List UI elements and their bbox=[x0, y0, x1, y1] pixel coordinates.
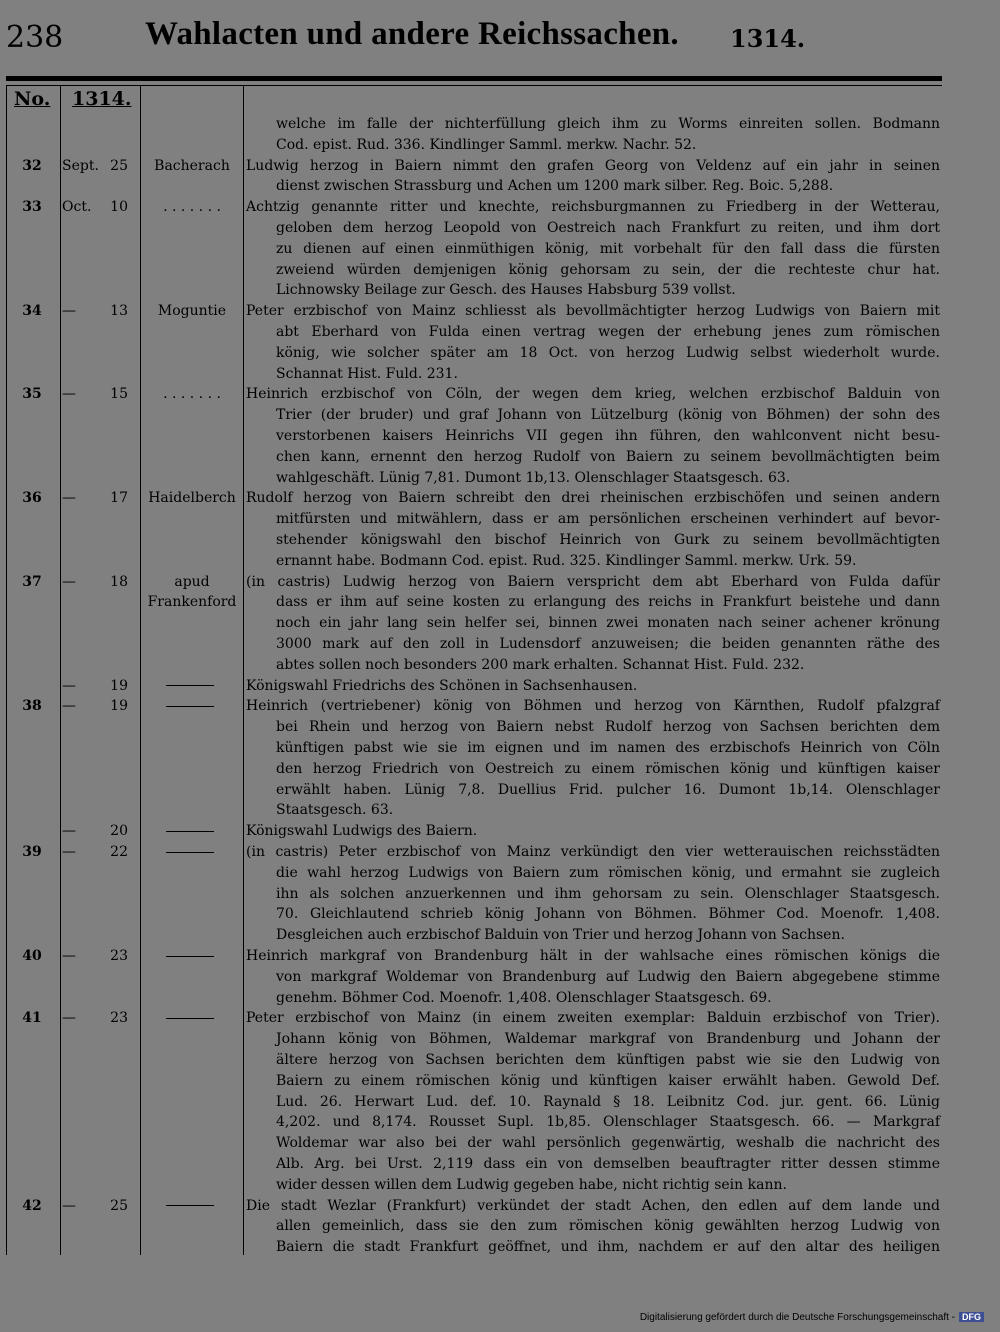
entry-text: Die stadt Wezlar (Frankfurt) verkündet der stadt Achen, den edlen auf dem lande und bbox=[246, 1197, 940, 1214]
entry-line bbox=[0, 988, 1000, 1009]
entry-number: 37 bbox=[22, 573, 42, 590]
entry-line bbox=[0, 135, 1000, 156]
entry-month: — bbox=[62, 1010, 76, 1027]
entry-line bbox=[0, 156, 1000, 177]
entry-month: — bbox=[62, 386, 76, 403]
entry-line bbox=[0, 842, 1000, 863]
entry-month: — bbox=[62, 698, 76, 715]
entry-text: den herzog Friedrich von Oestreich zu einem römischen könig und künftigen kaiser bbox=[276, 760, 940, 777]
entry-line bbox=[0, 884, 1000, 905]
entry-line bbox=[0, 405, 1000, 426]
entry-line bbox=[0, 364, 1000, 385]
entry-number: 35 bbox=[22, 386, 42, 403]
entry-line bbox=[0, 572, 1000, 593]
place-ditto-dash bbox=[144, 696, 240, 717]
entry-line bbox=[0, 946, 1000, 967]
entry-place: . . . . . . . bbox=[163, 199, 221, 216]
entry-day: 22 bbox=[110, 844, 128, 860]
entry-text: Staatsgesch. 63. bbox=[276, 802, 394, 819]
entry-line bbox=[0, 530, 1000, 551]
entry-number: 38 bbox=[22, 698, 42, 715]
entry-place: . . . . . . . bbox=[163, 386, 221, 403]
entry-number: 33 bbox=[22, 199, 42, 216]
entry-day: 19 bbox=[110, 677, 128, 694]
entry-line bbox=[0, 197, 1000, 218]
entry-day: 23 bbox=[110, 1010, 128, 1027]
entry-line bbox=[0, 696, 1000, 717]
entry-text: (in castris) Peter erzbischof von Mainz verkündigt den vier wetterauischen reichsstädten bbox=[246, 844, 940, 860]
entry-line bbox=[0, 218, 1000, 239]
entry-text: könig, wie solcher später am 18 Oct. von herzog Ludwig selbst wiederholt wurde. bbox=[276, 344, 940, 361]
entry-text: Schannat Hist. Fuld. 231. bbox=[276, 365, 458, 382]
entry-line bbox=[0, 800, 1000, 821]
entry-month: — bbox=[62, 844, 76, 860]
entry-line bbox=[0, 967, 1000, 988]
entry-line bbox=[0, 426, 1000, 447]
page-number: 238 bbox=[6, 20, 64, 55]
entry-line bbox=[0, 1029, 1000, 1050]
entry-text: dienst zwischen Strassburg und Achen um 1200 mark silber. Reg. Boic. 5,288. bbox=[276, 178, 834, 195]
entry-line bbox=[0, 904, 1000, 925]
entry-number: 32 bbox=[22, 157, 42, 174]
entry-text: genehm. Böhmer Cod. Moenofr. 1,408. Olenschlager Staatsgesch. 69. bbox=[276, 989, 772, 1006]
entry-text: verstorbenen kaisers Heinrichs VII gegen ihn führen, den wahlconvent nicht besu- bbox=[276, 428, 940, 444]
entry-text: allen gemeinlich, dass sie den zum römischen könig gewählten herzog Ludwig von bbox=[276, 1218, 940, 1235]
entry-text: Alb. Arg. bei Urst. 2,119 dass ein von demselben beauftragter ritter dessen stimme bbox=[276, 1156, 940, 1172]
entry-number: 41 bbox=[22, 1010, 42, 1027]
ditto-line bbox=[166, 706, 214, 707]
entry-text: zweiend würden demjenigen könig gehorsam zu sein, der die rechteste chur hat. bbox=[276, 261, 940, 278]
page-header bbox=[0, 0, 1000, 70]
dfg-logo: DFG bbox=[959, 1312, 984, 1322]
entry-line bbox=[0, 239, 1000, 260]
entry-line bbox=[0, 260, 1000, 281]
entry-line bbox=[0, 509, 1000, 530]
entry-day: 25 bbox=[110, 157, 128, 174]
entry-line bbox=[0, 1008, 1000, 1029]
entry-text: die wahl herzog Ludwigs von Baiern zum römischen könig, und ermahnt sie zugleich bbox=[276, 864, 940, 881]
entry-line bbox=[0, 613, 1000, 634]
entry-text: Heinrich (vertriebener) könig von Böhmen und herzog von Kärnthen, Rudolf pfalzgraf bbox=[246, 698, 940, 715]
ditto-line bbox=[166, 831, 214, 832]
entry-day: 17 bbox=[110, 490, 128, 507]
entry-text: Baiern zu einem römischen könig und künftigen kaiser erwählt haben. Gewold Def. bbox=[276, 1072, 940, 1089]
ditto-line bbox=[166, 685, 214, 686]
entry-line bbox=[0, 1237, 1000, 1258]
entry-day: 15 bbox=[110, 386, 128, 403]
column-header-no: No. bbox=[14, 88, 51, 110]
entry-month: — bbox=[62, 303, 76, 320]
ditto-line bbox=[166, 1205, 214, 1206]
entry-line bbox=[0, 1154, 1000, 1175]
entry-line bbox=[0, 280, 1000, 301]
entry-month: — bbox=[62, 573, 76, 590]
entry-text: wahlgeschäft. Lünig 7,81. Dumont 1b,13. Olenschlager Staatsgesch. 63. bbox=[276, 469, 791, 486]
entry-text: geloben dem herzog Leopold von Oestreich nach Frankfurt zu reiten, und ihm dort bbox=[276, 220, 940, 236]
entry-line bbox=[0, 634, 1000, 655]
entry-line bbox=[0, 1071, 1000, 1092]
footer bbox=[640, 1312, 984, 1323]
entry-place: Bacherach bbox=[154, 157, 230, 174]
entry-text: Peter erzbischof von Mainz schliesst als bevollmächtigter herzog Ludwigs von Baiern mit bbox=[246, 303, 940, 320]
entry-line bbox=[0, 863, 1000, 884]
entry-line bbox=[0, 1216, 1000, 1237]
entry-number: 39 bbox=[22, 844, 42, 860]
column-header-year: 1314. bbox=[72, 88, 132, 110]
entry-line bbox=[0, 1175, 1000, 1196]
entry-text: chen kann, ernennt den herzog Rudolf von Baiern zu seinem bevollmächtigten beim bbox=[276, 448, 940, 465]
entry-text: Lud. 26. Herwart Lud. def. 10. Raynald § 18. Leibnitz Cod. jur. gent. 66. Lünig bbox=[276, 1093, 940, 1110]
entry-text: Trier (der bruder) und graf Johann von Lützelburg (könig von Böhmen) der sohn des bbox=[276, 407, 940, 424]
entry-text: Königswahl Ludwigs des Baiern. bbox=[246, 823, 478, 840]
entry-month: — bbox=[62, 490, 76, 507]
entry-line bbox=[0, 676, 1000, 697]
entry-day: 13 bbox=[110, 303, 128, 320]
header-year: 1314. bbox=[730, 24, 806, 53]
entry-text: Baiern die stadt Frankfurt geöffnet, und ihm, nachdem er auf den altar des heiligen bbox=[276, 1239, 940, 1256]
entry-day: 20 bbox=[110, 823, 128, 840]
page-title: Wahlacten und andere Reichssachen. bbox=[145, 16, 679, 52]
entry-text: Rudolf herzog von Baiern schreibt den drei rheinischen erzbischöfen und seinen andern bbox=[246, 490, 940, 507]
entry-line bbox=[0, 384, 1000, 405]
entry-line bbox=[0, 717, 1000, 738]
entry-text: (in castris) Ludwig herzog von Baiern verspricht dem abt Eberhard von Fulda dafür bbox=[246, 573, 940, 590]
entry-line bbox=[0, 176, 1000, 197]
entry-line bbox=[0, 759, 1000, 780]
entry-text: ältere herzog von Sachsen berichten dem künftigen pabst wie sie den Ludwig von bbox=[276, 1052, 940, 1068]
entry-text: Johann könig von Böhmen, Waldemar markgraf von Brandenburg und Johann der bbox=[276, 1031, 940, 1048]
entry-day: 25 bbox=[110, 1197, 128, 1214]
ditto-line bbox=[166, 1018, 214, 1019]
entry-line bbox=[0, 780, 1000, 801]
place-ditto-dash bbox=[144, 1196, 240, 1217]
entry-line bbox=[0, 1050, 1000, 1071]
entry-text: Desgleichen auch erzbischof Balduin von Trier und herzog Johann von Sachsen. bbox=[276, 927, 845, 944]
entry-line bbox=[0, 738, 1000, 759]
entry-text: Heinrich erzbischof von Cöln, der wegen dem krieg, welchen erzbischof Balduin von bbox=[246, 386, 940, 403]
entry-text: abtes sollen noch besonders 200 mark erhalten. Schannat Hist. Fuld. 232. bbox=[276, 656, 805, 673]
entry-text: Königswahl Friedrichs des Schönen in Sachsenhausen. bbox=[246, 677, 638, 694]
entry-number: 34 bbox=[22, 303, 42, 320]
entry-line bbox=[0, 1112, 1000, 1133]
entry-place: Haidelberch bbox=[148, 490, 236, 507]
entry-day: 19 bbox=[110, 698, 128, 715]
entry-text: noch ein jahr lang sein helfer sei, binnen zwei monaten nach seiner achener krönung bbox=[276, 615, 940, 632]
entry-text: Heinrich markgraf von Brandenburg hält in der wahlsache eines römischen königs die bbox=[246, 948, 940, 964]
entry-text: bei Rhein und herzog von Baiern nebst Rudolf herzog von Sachsen berichten dem bbox=[276, 719, 940, 736]
entry-text: Cod. epist. Rud. 336. Kindlinger Samml. merkw. Nachr. 52. bbox=[276, 136, 697, 153]
entry-text: welche im falle der nichterfüllung gleich ihm zu Worms einreiten sollen. Bodmann bbox=[276, 116, 940, 132]
entry-day: 23 bbox=[110, 948, 128, 964]
entry-line bbox=[0, 301, 1000, 322]
entry-month: — bbox=[62, 677, 76, 694]
place-ditto-dash bbox=[144, 821, 240, 842]
entry-month: Sept. bbox=[62, 157, 99, 174]
entry-text: Ludwig herzog in Baiern nimmt den grafen Georg von Veldenz auf ein jahr in seinen bbox=[246, 157, 940, 174]
entry-line bbox=[0, 114, 1000, 135]
entry-line bbox=[0, 655, 1000, 676]
entry-line bbox=[0, 592, 1000, 613]
entry-line bbox=[0, 1092, 1000, 1113]
entry-place: apud bbox=[174, 573, 210, 590]
entry-line bbox=[0, 447, 1000, 468]
header-rule-thin bbox=[6, 85, 942, 86]
entry-month: — bbox=[62, 948, 76, 964]
entry-text: zu dienen auf einen einmüthigen könig, mit vorbehalt für den fall dass die fürsten bbox=[276, 240, 940, 257]
entry-number: 36 bbox=[22, 490, 42, 507]
entry-day: 10 bbox=[110, 199, 128, 216]
entry-line bbox=[0, 551, 1000, 572]
entry-line bbox=[0, 488, 1000, 509]
place-ditto-dash bbox=[144, 676, 240, 697]
entry-text: wider dessen willen dem Ludwig gegeben habe, nicht richtig sein kann. bbox=[276, 1176, 787, 1193]
ditto-line bbox=[166, 852, 214, 853]
entry-text: mitfürsten und mitwählern, dass er am persönlichen erscheinen verhindert auf bevor- bbox=[276, 511, 940, 528]
entry-month: — bbox=[62, 1197, 76, 1214]
entry-text: ernannt habe. Bodmann Cod. epist. Rud. 325. Kindlinger Samml. merkw. Urk. 59. bbox=[276, 552, 857, 569]
entry-day: 18 bbox=[110, 573, 128, 590]
entry-text: Peter erzbischof von Mainz (in einem zweiten exemplar: Balduin erzbischof von Trier). bbox=[246, 1010, 940, 1027]
entry-place: Frankenford bbox=[147, 594, 237, 611]
entry-text: Achtzig genannte ritter und knechte, reichsburgmannen zu Friedberg in der Wetterau, bbox=[246, 199, 940, 216]
entry-number: 40 bbox=[22, 948, 42, 964]
place-ditto-dash bbox=[144, 842, 240, 863]
entry-place: Moguntie bbox=[157, 303, 227, 320]
entry-text: abt Eberhard von Fulda einen vertrag wegen der erhebung jenes zum römischen bbox=[276, 324, 940, 340]
entry-text: von markgraf Woldemar von Brandenburg auf Ludwig den Baiern abgegebene stimme bbox=[276, 968, 940, 985]
entry-line bbox=[0, 343, 1000, 364]
place-ditto-dash bbox=[144, 1008, 240, 1029]
entry-line bbox=[0, 1196, 1000, 1217]
header-rule bbox=[6, 76, 942, 81]
ditto-line bbox=[166, 956, 214, 957]
entry-line bbox=[0, 468, 1000, 489]
entry-text: künftigen pabst wie sie im eignen und im namen des erzbischofs Heinrich von Cöln bbox=[276, 740, 940, 756]
entry-month: — bbox=[62, 823, 76, 840]
entry-line bbox=[0, 925, 1000, 946]
entry-line bbox=[0, 821, 1000, 842]
entry-line bbox=[0, 322, 1000, 343]
footer-text: Digitalisierung gefördert durch die Deutsche Forschungsgemeinschaft - bbox=[639, 1312, 955, 1323]
entry-text: Woldemar war also bei der wahl persönlich gegenwärtig, weshalb die nachricht des bbox=[276, 1135, 940, 1152]
entry-text: 70. Gleichlautend schrieb könig Johann von Böhmen. Böhmer Cod. Moenofr. 1,408. bbox=[276, 906, 940, 923]
entry-text: ihn als solchen anzuerkennen und ihm gehorsam zu sein. Olenschlager Staatsgesch. bbox=[276, 885, 940, 902]
entry-text: dass er ihm auf seine kosten zu erlangung des reichs in Frankfurt beistehe und dann bbox=[276, 594, 940, 611]
entry-text: erwählt haben. Lünig 7,8. Duellius Frid. pulcher 16. Dumont 1b,14. Olenschlager bbox=[276, 781, 940, 798]
entry-month: Oct. bbox=[62, 199, 92, 216]
entry-text: 4,202. und 8,174. Rousset Supl. 1b,85. Olenschlager Staatsgesch. 66. — Markgraf bbox=[276, 1114, 940, 1131]
entry-text: 3000 mark auf den zoll in Ludensdorf anzuweisen; die beiden genannten räthe des bbox=[276, 636, 940, 652]
entry-text: stehender königswahl den bischof Heinrich von Gurk zu seinem bevollmächtigten bbox=[276, 532, 940, 548]
place-ditto-dash bbox=[144, 946, 240, 967]
entry-text: Lichnowsky Beilage zur Gesch. des Hauses Habsburg 539 vollst. bbox=[276, 282, 736, 299]
entry-line bbox=[0, 1133, 1000, 1154]
entry-number: 42 bbox=[22, 1197, 42, 1214]
